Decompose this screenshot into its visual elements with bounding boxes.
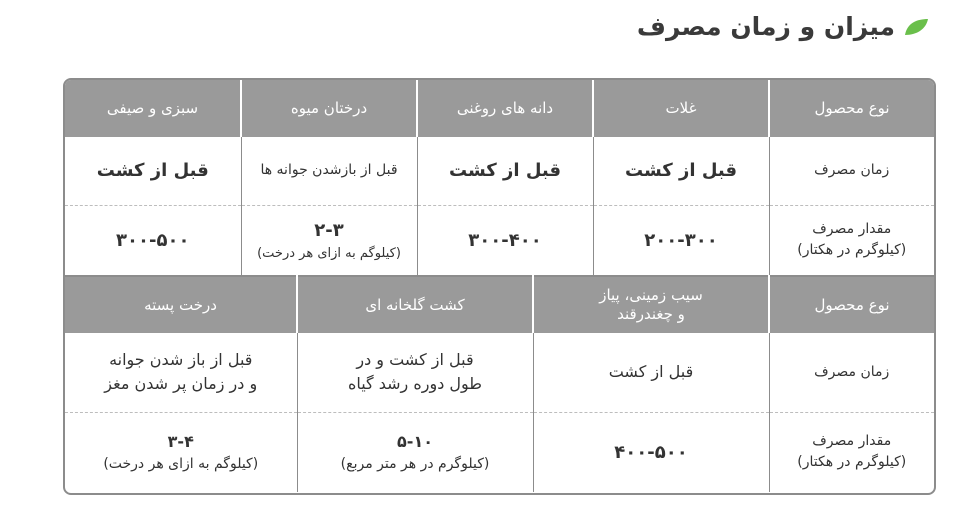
cell-cereals-amount: ۲۰۰-۳۰۰ — [593, 205, 769, 275]
table-section-1 — [65, 80, 934, 275]
cell-greenhouse-time: قبل از کشت و در طول دوره رشد گیاه — [297, 333, 533, 412]
cell-fruit-trees-amount: ۲-۳ (کیلوگم به ازای هر درخت) — [241, 205, 417, 275]
cell-pistachio-amount: ۳-۴ (کیلوگم به ازای هر درخت) — [103, 431, 259, 472]
row-label-usage-time: زمان مصرف — [769, 137, 934, 205]
header-greenhouse: کشت گلخانه ای — [297, 276, 533, 333]
row-label-usage-amount: مقدار مصرف (کیلوگرم در هکتار) — [769, 205, 934, 275]
header-crop-type-2: نوع محصول — [769, 276, 934, 333]
row-label-usage-amount-2: مقدار مصرف (کیلوگرم در هکتار) — [769, 412, 934, 492]
table1-time-row — [65, 137, 934, 205]
table2-header-row — [65, 276, 934, 333]
page-title-text: میزان و زمان مصرف — [636, 12, 895, 41]
header-crop-type: نوع محصول — [769, 80, 934, 137]
page-title — [637, 12, 929, 41]
header-vegetables: سبزی و صیفی — [65, 80, 241, 137]
cell-pistachio-time: قبل از باز شدن جوانه و در زمان پر شدن مغز — [65, 333, 297, 412]
dosage-table — [63, 78, 936, 495]
header-pistachio: درخت پسته — [65, 276, 297, 333]
cell-oilseeds-amount: ۳۰۰-۴۰۰ — [417, 205, 593, 275]
cell-cereals-time: قبل از کشت — [593, 137, 769, 205]
cell-potato-time: قبل از کشت — [533, 333, 769, 412]
header-cereals: غلات — [593, 80, 769, 137]
cell-potato-amount: ۴۰۰-۵۰۰ — [533, 412, 769, 492]
leaf-icon — [903, 17, 929, 37]
cell-vegetables-amount: ۳۰۰-۵۰۰ — [116, 229, 190, 251]
header-oilseeds: دانه های روغنی — [417, 80, 593, 137]
cell-fruit-trees-time: قبل از بازشدن جوانه ها — [241, 137, 417, 205]
cell-vegetables-time: قبل از کشت — [65, 137, 241, 205]
table1-header-row — [65, 80, 934, 137]
header-fruit-trees: درختان میوه — [241, 80, 417, 137]
cell-oilseeds-time: قبل از کشت — [417, 137, 593, 205]
table2-amount-row — [65, 412, 934, 492]
row-label-usage-time-2: زمان مصرف — [769, 333, 934, 412]
header-potato-onion-beet: سیب زمینی، پیاز و چغندرقند — [533, 276, 769, 333]
table1-amount-row — [65, 205, 934, 275]
table2-time-row — [65, 333, 934, 412]
cell-greenhouse-amount: ۵-۱۰ (کیلوگرم در هر متر مربع) — [297, 412, 533, 492]
table-section-2 — [65, 275, 934, 492]
